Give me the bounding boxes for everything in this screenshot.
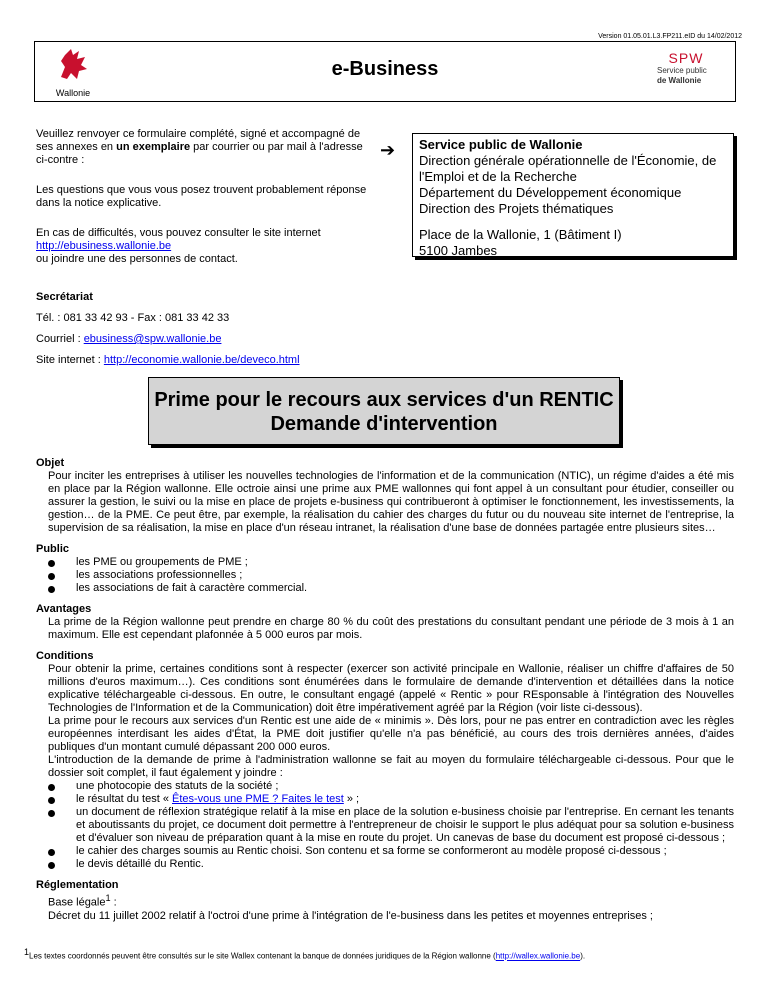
base-sup: 1 bbox=[105, 893, 111, 903]
objet-section bbox=[36, 457, 734, 535]
secretariat-site-row bbox=[36, 354, 300, 366]
list-item bbox=[76, 793, 734, 806]
conditions-p2: La prime pour le recours aux services d'un Rentic est une aide de « minimis ». Dès lors, pour ne pas entrer en contradiction avec les règles européennes interdisant les aides d'État, la PME doit justifier qu'elle n'a pas bénéficié, au cours des trois dernières années, d'aides publiques d'un montant cumulé dépassant 200 000 euros. bbox=[48, 715, 734, 753]
decret-text: Décret du 11 juillet 2002 relatif à l'octroi d'une prime à l'intégration de l'e-business dans les petites et moyennes entreprises ; bbox=[48, 909, 653, 922]
footnote-num: 1 bbox=[24, 947, 30, 957]
reglementation-title: Réglementation bbox=[36, 879, 119, 891]
base-legale bbox=[36, 892, 734, 910]
intro-p1-text: Veuillez renvoyer ce formulaire complété, signé et accompagné de ses annexes en bbox=[36, 128, 361, 153]
public-list bbox=[36, 556, 734, 595]
spw-logo-top: SPW bbox=[668, 50, 704, 66]
pme-test-link[interactable]: Êtes-vous une PME ? Faites le test bbox=[172, 793, 344, 805]
public-title: Public bbox=[36, 543, 70, 555]
conditions-list bbox=[36, 780, 734, 871]
spw-logo bbox=[651, 50, 721, 86]
public-section bbox=[36, 543, 734, 595]
footnote-end: ). bbox=[580, 951, 586, 961]
header-title: e-Business bbox=[331, 58, 439, 80]
email-label: Courriel : bbox=[36, 333, 84, 345]
conditions-p1: Pour obtenir la prime, certaines conditions sont à respecter (exercer son activité principale en Wallonie, réaliser un chiffre d'affaires de 50 millions d'euros maximum…). Ces conditions sont énumérées dans le formulaire de demande d'intervention et détaillées dans la notice explicative téléchargeable ci-dessous. En outre, le consultant engagé (appelé « Rentic » pour REsponsable à l'intégration des Nouvelles Technologies de l'Information et de la Communication) doit être impérativement agréé par la Région (voir liste ci-dessous). bbox=[48, 663, 734, 714]
header-box bbox=[34, 41, 736, 102]
base-label: Base légale bbox=[48, 896, 106, 909]
wallonie-logo-label: Wallonie bbox=[55, 88, 91, 98]
intro-p3-end: ou joindre une des personnes de contact. bbox=[36, 253, 238, 265]
address-line2: Département du Développement économique bbox=[419, 185, 682, 200]
avantages-section bbox=[36, 603, 734, 642]
address-street: Place de la Wallonie, 1 (Bâtiment I) bbox=[419, 227, 622, 242]
list-item: le cahier des charges soumis au Rentic choisi. Son contenu et sa forme se conformeront au modèle proposé ci-dessous ; bbox=[76, 845, 734, 858]
spw-logo-line1: Service public bbox=[657, 66, 707, 75]
ebusiness-link[interactable]: http://ebusiness.wallonie.be bbox=[36, 240, 172, 252]
conditions-title: Conditions bbox=[36, 650, 94, 662]
reglementation-section bbox=[36, 879, 734, 923]
page-title-line1: Prime pour le recours aux services d'un RENTIC bbox=[154, 389, 614, 411]
avantages-text: La prime de la Région wallonne peut prendre en charge 80 % du coût des prestations du consultant pendant une période de 3 mois à 1 an maximum. Elle est cependant plafonnée à 5 000 euros par mois. bbox=[48, 616, 734, 641]
version-label: Version 01.05.01.L3.FP211.eID du 14/02/2012 bbox=[598, 33, 742, 40]
secretariat-tel: Tél. : 081 33 42 93 - Fax : 081 33 42 33 bbox=[36, 312, 230, 324]
site-link[interactable]: http://economie.wallonie.be/deveco.html bbox=[103, 354, 300, 366]
footnote bbox=[24, 947, 585, 961]
arrow-right-icon: ➔ bbox=[380, 140, 396, 160]
conditions-section bbox=[36, 650, 734, 871]
conditions-p3: L'introduction de la demande de prime à l'administration wallonne se fait au moyen du formulaire téléchargeable ci-dessous. Pour que le dossier soit complet, il faut également y joindre : bbox=[48, 754, 734, 779]
email-link[interactable]: ebusiness@spw.wallonie.be bbox=[83, 333, 222, 345]
item2-pre: le résultat du test « bbox=[76, 793, 172, 805]
site-label: Site internet : bbox=[36, 354, 104, 366]
main-content bbox=[36, 457, 734, 931]
intro-p3-text: En cas de difficultés, vous pouvez consulter le site internet bbox=[36, 227, 321, 239]
list-item: le devis détaillé du Rentic. bbox=[76, 858, 734, 871]
page-title-line2: Demande d'intervention bbox=[270, 413, 498, 435]
intro-p3 bbox=[36, 227, 376, 266]
list-item: les associations de fait à caractère commercial. bbox=[76, 582, 734, 595]
secretariat-title: Secrétariat bbox=[36, 291, 93, 303]
secretariat-email-row bbox=[36, 333, 300, 345]
intro-p1-end: par courrier ou par mail à l'adresse ci-contre : bbox=[36, 141, 363, 166]
list-item: les associations professionnelles ; bbox=[76, 569, 734, 582]
secretariat bbox=[36, 291, 300, 375]
objet-title: Objet bbox=[36, 457, 65, 469]
footnote-text: Les textes coordonnés peuvent être consultés sur le site Wallex contenant la banque de données juridiques de la Région wallonne ( bbox=[29, 951, 496, 961]
intro-p1 bbox=[36, 128, 376, 167]
intro-text bbox=[36, 128, 376, 283]
page-title-box bbox=[148, 377, 620, 445]
base-end: : bbox=[110, 896, 117, 909]
item2-post: » ; bbox=[343, 793, 360, 805]
address-org: Service public de Wallonie bbox=[419, 137, 583, 152]
wallex-link[interactable]: http://wallex.wallonie.be bbox=[495, 951, 581, 961]
list-item: les PME ou groupements de PME ; bbox=[76, 556, 734, 569]
list-item: une photocopie des statuts de la société ; bbox=[76, 780, 734, 793]
address-city: 5100 Jambes bbox=[419, 243, 498, 258]
address-line3: Direction des Projets thématiques bbox=[419, 201, 614, 216]
intro-p2: Les questions que vous vous posez trouvent probablement réponse dans la notice explicative. bbox=[36, 184, 367, 209]
intro-p1-bold: un exemplaire bbox=[116, 141, 191, 153]
address-box bbox=[412, 133, 734, 257]
spw-logo-line2: de Wallonie bbox=[657, 76, 702, 85]
objet-text: Pour inciter les entreprises à utiliser les nouvelles technologies de l'information et de la communication (NTIC), un régime d'aides a été mis en place par la Région wallonne. Elle octroie ainsi une prime aux PME wallonnes qui font appel à un consultant pour étudier, conseiller ou assurer la gestion, le suivi ou la mise en place de projets e-business qui contribueront à optimiser le fonctionnement, les investissements, la gestion… de la PME. Ce peut être, par exemple, la réalisation du cahier des charges du futur ou du nouveau site internet de l'entreprise, la supervision de sa réalisation, la mise en place d'un réseau intranet, la réalisation d'une base de données partagée entre plusieurs sites… bbox=[48, 470, 734, 534]
address-line1: Direction générale opérationnelle de l'Économie, de l'Emploi et de la Recherche bbox=[419, 153, 717, 184]
avantages-title: Avantages bbox=[36, 603, 92, 615]
list-item: un document de réflexion stratégique relatif à la mise en place de la solution e-business choisie par l'entreprise. En cernant les tenants et aboutissants du projet, ce document doit permettre à l'entrepreneur de choisir le support le plus adéquat pour sa solution e-business et d'évaluer son niveau de préparation quant à la mise en route du projet. Un canevas de base du document est proposé ci-dessous ; bbox=[76, 806, 734, 844]
